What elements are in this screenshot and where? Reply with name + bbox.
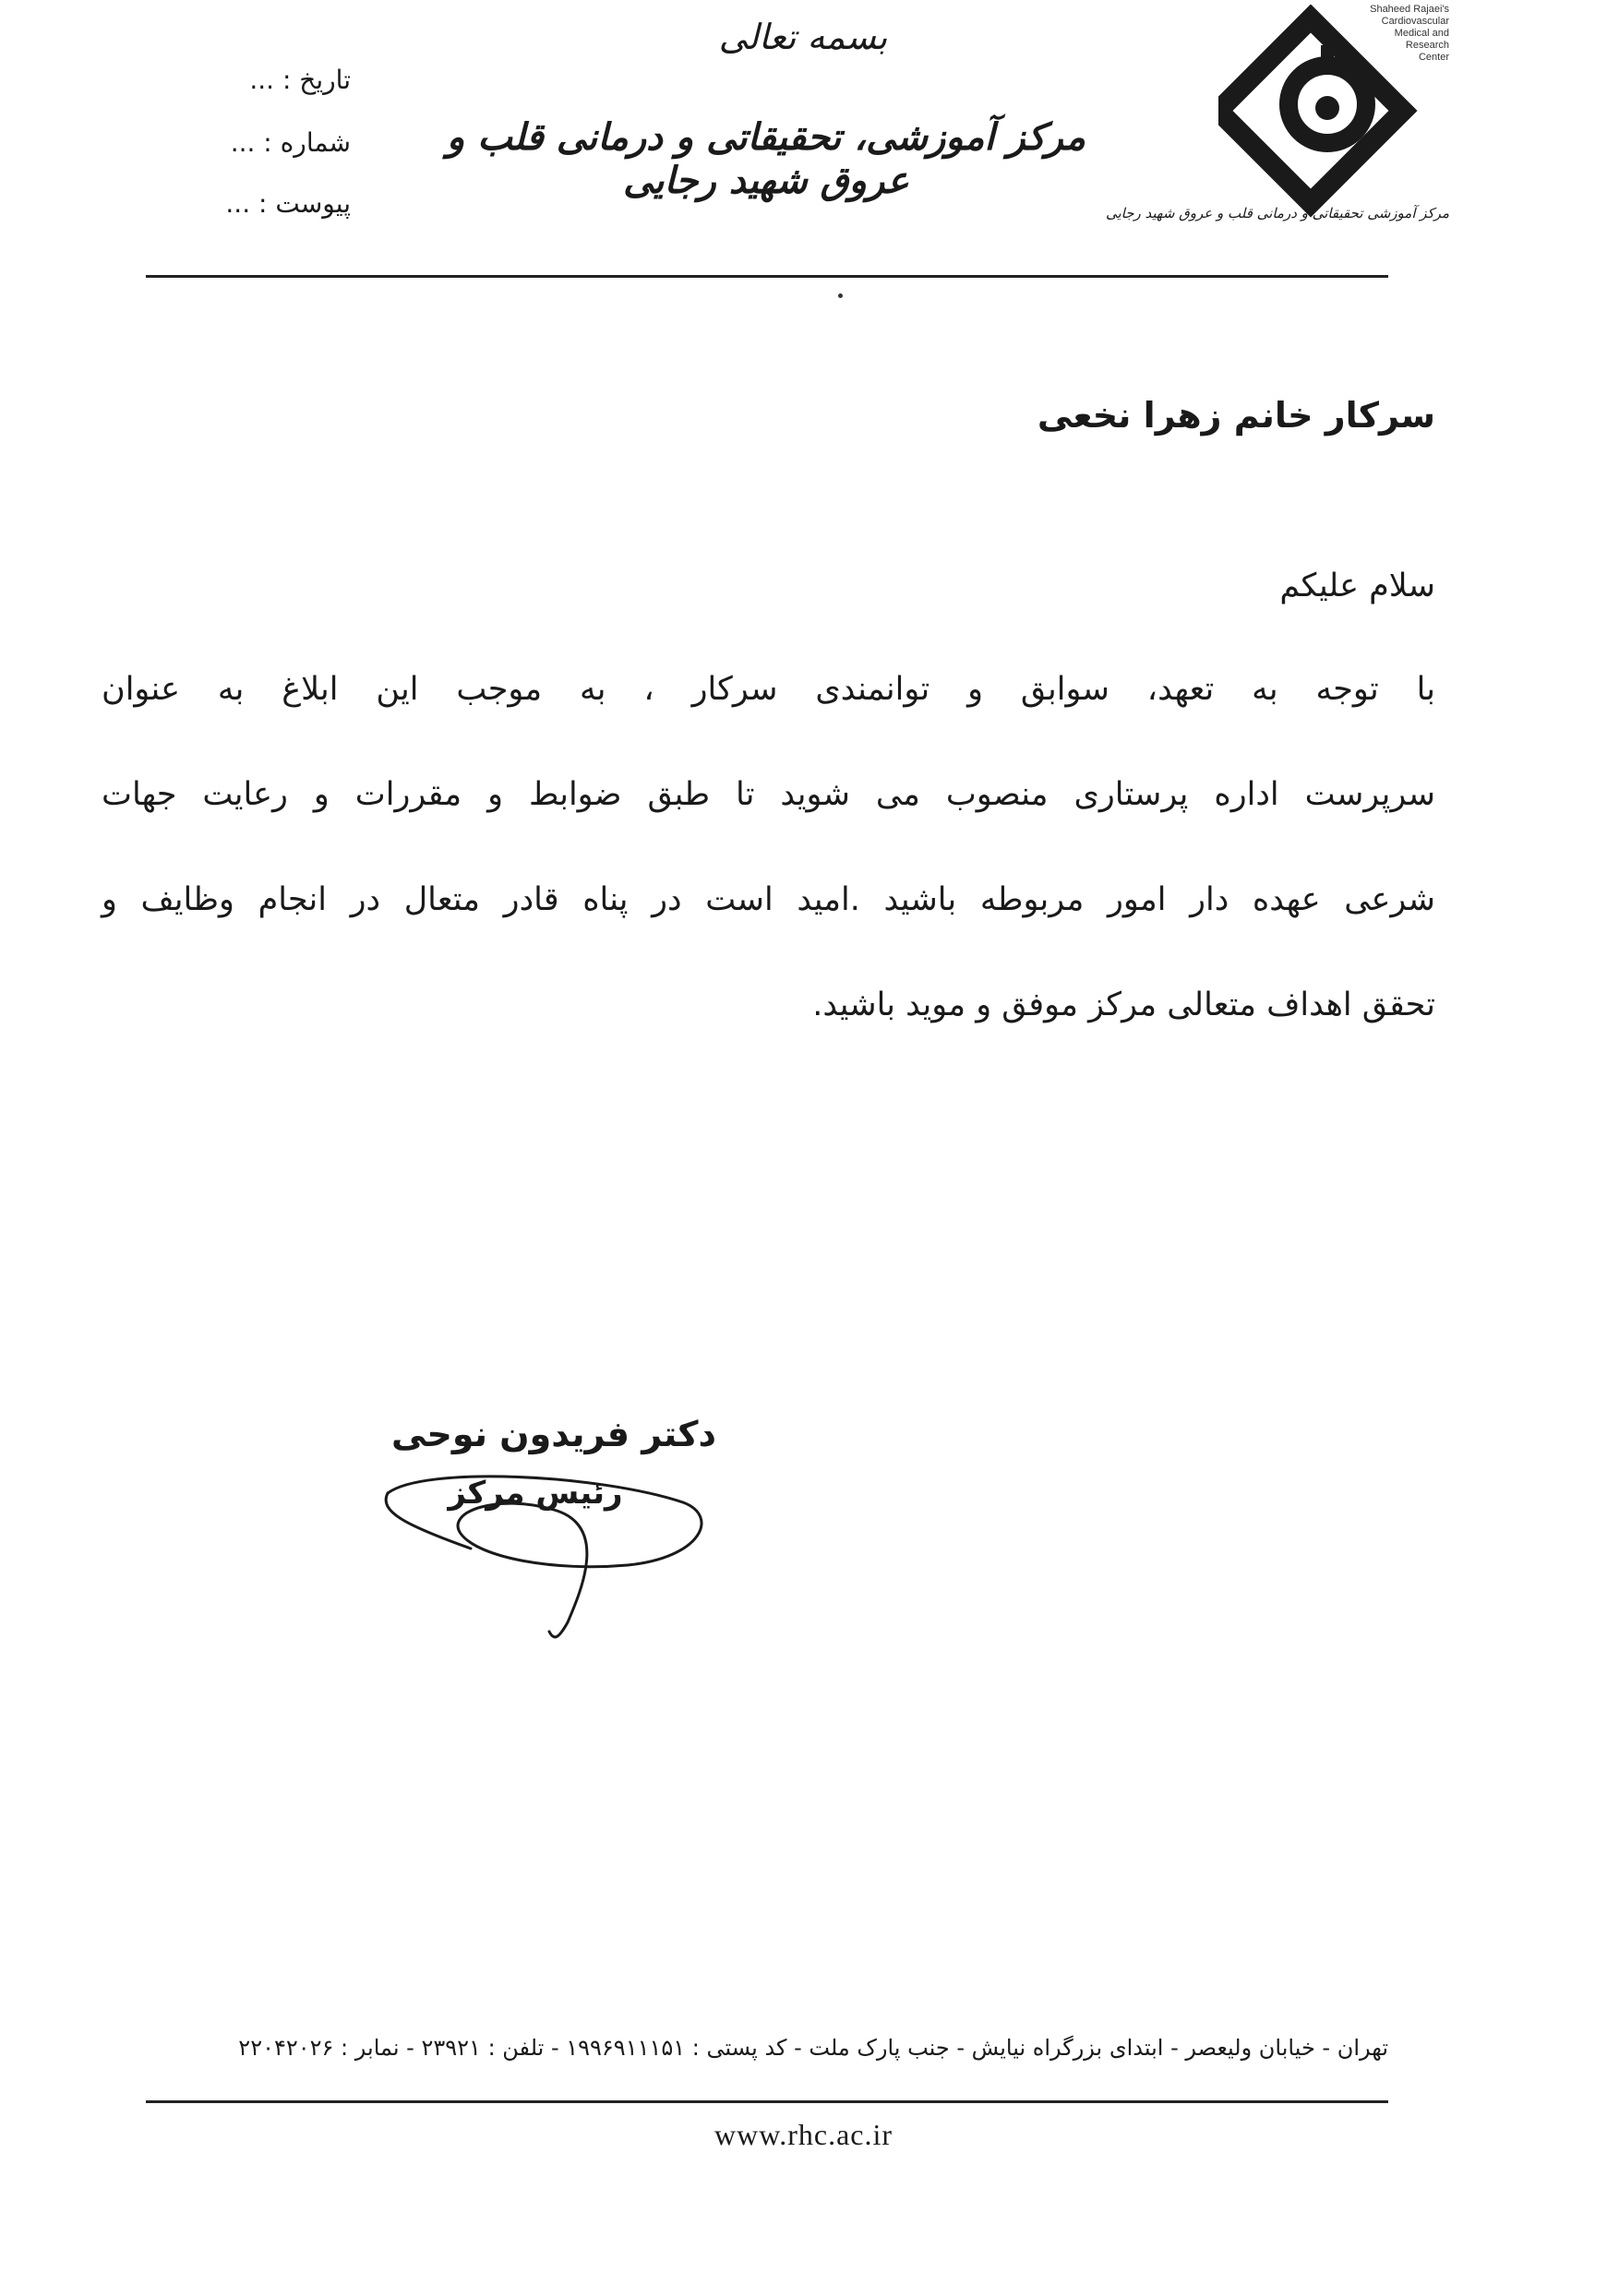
footer-address: تهران - خیابان ولیعصر - ابتدای بزرگراه نیایش - جنب پارک ملت - کد پستی : ۱۹۹۶۹۱۱۱۵۱ - تلفن : ۲۳۹۲۱ - نمابر : ۲۲۰۴۲۰۲۶ [238, 2035, 1388, 2061]
website-link[interactable]: www.rhc.ac.ir [714, 2118, 893, 2151]
signatory-title: رئیس مرکز [448, 1475, 623, 1512]
logo-caption: مرکز آموزشی تحقیقاتی و درمانی قلب و عروق شهید رجایی [1105, 205, 1449, 221]
number-field-label: شماره : ... [230, 127, 351, 158]
header-divider [146, 275, 1388, 278]
letter-body [102, 637, 1435, 1058]
scan-dot [838, 293, 843, 298]
organization-title: مرکز آموزشی، تحقیقاتی و درمانی قلب و عروق شهید رجایی [446, 115, 1086, 202]
signatory-name: دکتر فریدون نوحی [391, 1414, 716, 1454]
greeting: سلام علیکم [1279, 568, 1435, 604]
body-line: شرعی عهده دار امور مربوطه باشید .امید است در پناه قادر متعال در انجام وظایف و [102, 881, 1435, 918]
attachment-field-label: پیوست : ... [225, 188, 351, 219]
date-field-label: تاریخ : ... [249, 65, 351, 95]
body-line: سرپرست اداره پرستاری منصوب می شوید تا طبق ضوابط و مقررات و رعایت جهات [102, 776, 1435, 813]
bismillah-heading: بسمه تعالی [718, 17, 888, 57]
handwritten-signature-icon [369, 1429, 720, 1650]
body-line: تحقق اهداف متعالی مرکز موفق و موید باشید. [812, 987, 1435, 1023]
addressee: سرکار خانم زهرا نخعی [1037, 395, 1435, 436]
logo-english-text: Shaheed Rajaei's Cardiovascular Medical and Research Center [1370, 4, 1449, 63]
footer-divider [146, 2100, 1388, 2103]
body-line: با توجه به تعهد، سوابق و توانمندی سرکار ، به موجب این ابلاغ به عنوان [102, 671, 1435, 708]
